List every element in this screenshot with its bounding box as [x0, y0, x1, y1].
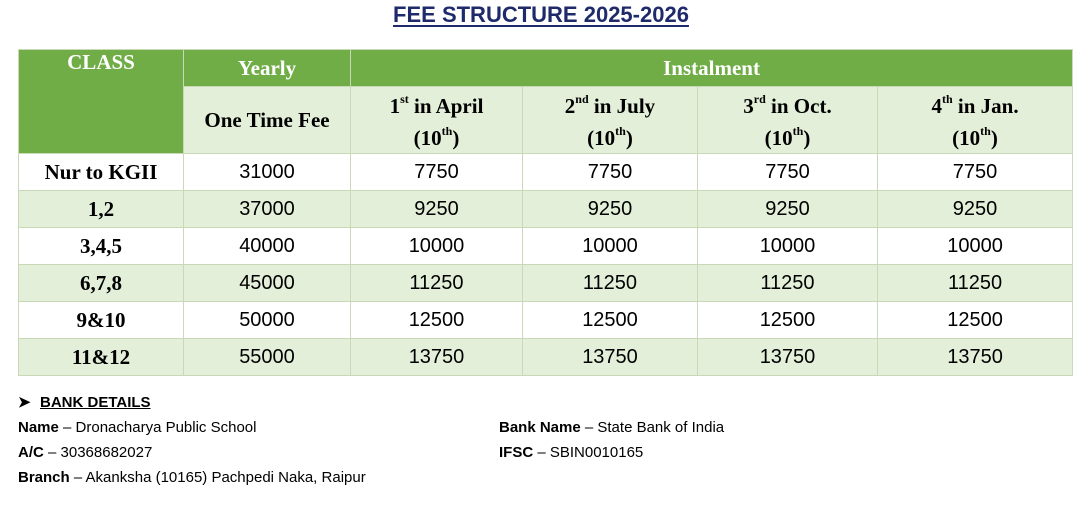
branch-line: Branch – Akanksha (10165) Pachpedi Naka, Raipur [18, 469, 366, 486]
instalment-cell: 10000 [878, 228, 1073, 265]
instalment-cell: 11250 [523, 265, 698, 302]
instalment-cell: 13750 [351, 339, 523, 376]
header-yearly: Yearly [184, 50, 351, 87]
instalment-cell: 9250 [351, 191, 523, 228]
bank-details-left [18, 415, 488, 490]
account-name-line: Name – Dronacharya Public School [18, 419, 257, 436]
header-class: CLASS [19, 50, 184, 154]
instalment-cell: 7750 [878, 154, 1073, 191]
instalment-cell: 12500 [698, 302, 878, 339]
one-time-fee-cell: 50000 [184, 302, 351, 339]
one-time-fee-cell: 31000 [184, 154, 351, 191]
class-cell: 11&12 [19, 339, 184, 376]
header-instalment-4: 4th in Jan. (10th) [878, 87, 1073, 154]
instalment-cell: 10000 [351, 228, 523, 265]
table-row [19, 228, 1073, 265]
instalment-cell: 12500 [523, 302, 698, 339]
header-instalment-3: 3rd in Oct. (10th) [698, 87, 878, 154]
instalment-cell: 13750 [878, 339, 1073, 376]
table-row [19, 154, 1073, 191]
class-cell: Nur to KGII [19, 154, 184, 191]
header-one-time-fee: One Time Fee [184, 87, 351, 154]
instalment-cell: 9250 [698, 191, 878, 228]
header-instalment-1: 1st in April (10th) [351, 87, 523, 154]
instalment-cell: 11250 [878, 265, 1073, 302]
one-time-fee-cell: 55000 [184, 339, 351, 376]
instalment-cell: 7750 [523, 154, 698, 191]
instalment-cell: 11250 [351, 265, 523, 302]
account-number-line: A/C – 30368682027 [18, 444, 153, 461]
bank-details-heading: ➤ BANK DETAILS [18, 390, 1068, 415]
instalment-cell: 13750 [698, 339, 878, 376]
header-instalment-2: 2nd in July (10th) [523, 87, 698, 154]
fee-table [18, 49, 1073, 376]
instalment-cell: 7750 [698, 154, 878, 191]
page-title-text: FEE STRUCTURE 2025-2026 [393, 2, 689, 27]
one-time-fee-cell: 37000 [184, 191, 351, 228]
table-row [19, 302, 1073, 339]
instalment-cell: 7750 [351, 154, 523, 191]
table-row [19, 191, 1073, 228]
instalment-cell: 13750 [523, 339, 698, 376]
class-cell: 3,4,5 [19, 228, 184, 265]
table-row [19, 339, 1073, 376]
header-instalment: Instalment [351, 50, 1073, 87]
table-row [19, 265, 1073, 302]
one-time-fee-cell: 40000 [184, 228, 351, 265]
class-cell: 9&10 [19, 302, 184, 339]
header-row-top [19, 50, 1073, 87]
bank-details-right [499, 415, 999, 465]
one-time-fee-cell: 45000 [184, 265, 351, 302]
class-cell: 1,2 [19, 191, 184, 228]
instalment-cell: 9250 [523, 191, 698, 228]
bank-details [18, 390, 1068, 486]
instalment-cell: 10000 [698, 228, 878, 265]
instalment-cell: 11250 [698, 265, 878, 302]
page-title [0, 2, 1082, 28]
instalment-cell: 12500 [878, 302, 1073, 339]
instalment-cell: 9250 [878, 191, 1073, 228]
ifsc-line: IFSC – SBIN0010165 [499, 444, 644, 461]
arrow-bullet-icon: ➤ [18, 394, 31, 411]
instalment-cell: 12500 [351, 302, 523, 339]
class-cell: 6,7,8 [19, 265, 184, 302]
bank-name-line: Bank Name – State Bank of India [499, 419, 725, 436]
instalment-cell: 10000 [523, 228, 698, 265]
